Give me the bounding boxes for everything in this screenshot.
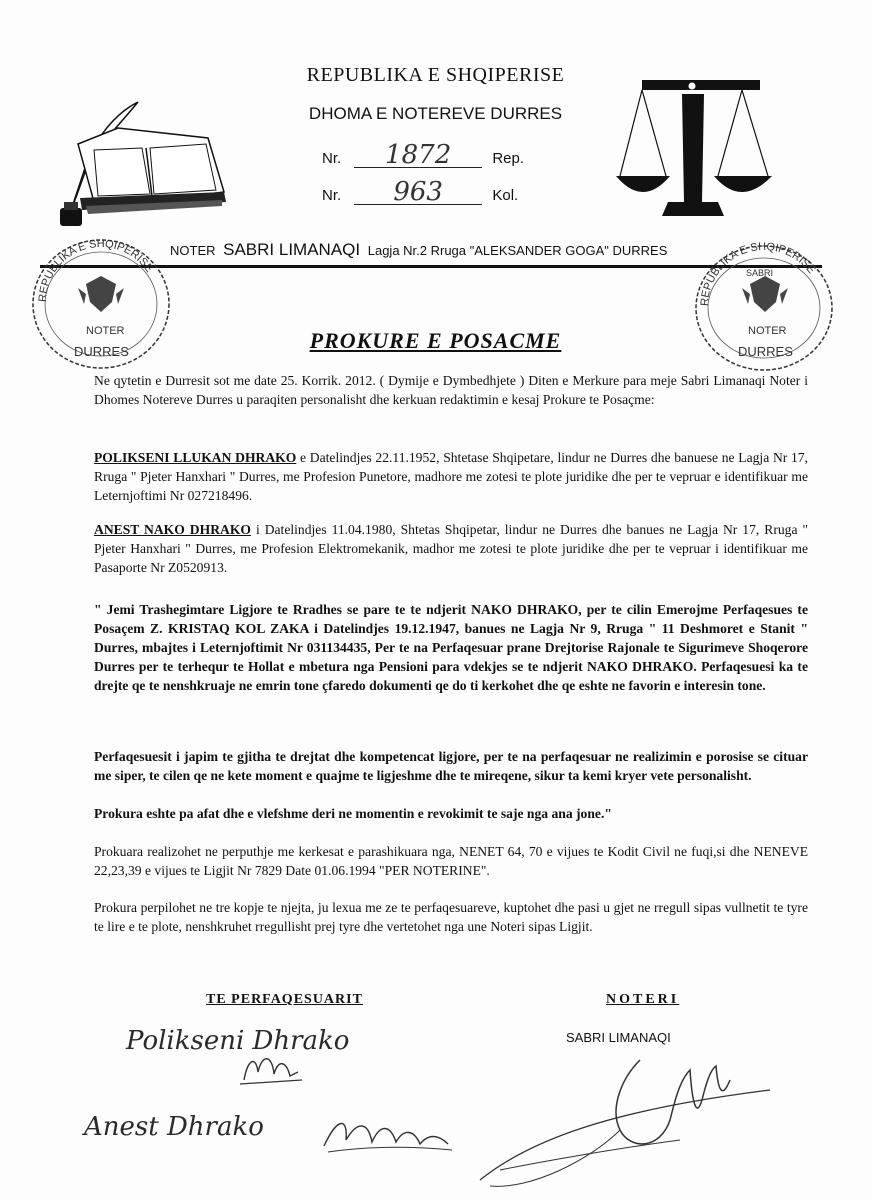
signature-anest: Anest Dhrako — [84, 1112, 264, 1142]
right-stamp-line2: DURRES — [738, 344, 793, 359]
rights-paragraph: Perfaqesuesit i japim te gjitha te drejtat dhe kompetencat ligjore, per te na perfaqesuar ne realizimin e porosise se cituar me siper, te cilen qe ne kete moment e quajme te ligjeshme dhe te mireqene, sikur ta kemi kryer vete personalisht. — [94, 749, 808, 783]
left-stamp-arc-text: REPUBLIKA E SHQIPERISE — [36, 237, 156, 303]
kol-number-label: Nr. — [322, 187, 342, 204]
signature-anest-mark — [318, 1110, 458, 1160]
chamber-heading: DHOMA E NOTEREVE DURRES — [308, 104, 563, 123]
right-notary-stamp — [690, 236, 838, 376]
notary-header-name: SABRI LIMANAQI — [223, 240, 361, 259]
notary-heading: NOTERI — [606, 992, 680, 1007]
intro-paragraph: Ne qytetin e Durresit sot me date 25. Korrik. 2012. ( Dymije e Dymbedhjete ) Diten e Merkure para meje Sabri Limanaqi Noter i Dhomes Notereve Durres u paraqiten personalisht dhe kerkuan redaktimin e kesaj Prokure te Posaçme: — [94, 373, 808, 407]
person1-details: e Datelindjes 22.11.1952, Shtetase Shqipetare, lindur ne Durres dhe banuese ne Lagja Nr 17, Rruga " Pjeter Hanxhari " Durres, me Profesion Punetore, madhore me zotesi te plote juridike dhe per te vepruar e identifikuar me Leternjoftimi Nr 027218496. — [94, 450, 808, 503]
notary-prefix: NOTER — [170, 243, 216, 258]
left-stamp-line2: DURRES — [74, 344, 129, 359]
person1-name: POLIKSENI LLUKAN DHRAKO — [94, 450, 297, 465]
signature-polikseni: Polikseni Dhrako — [126, 1026, 350, 1056]
rep-number-value: 1872 — [354, 143, 482, 168]
legal-basis-paragraph: Prokuara realizohet ne perputhje me kerkesat e parashikuara nga, NENET 64, 70 e vijues te Kodit Civil ne fuqi,si dhe NENEVE 22,23,39 e vijues te Ligjit Nr 7829 Date 01.06.1994 "PER NOTERINE". — [94, 844, 808, 878]
rep-number-label: Nr. — [322, 150, 342, 167]
represented-heading: TE PERFAQESUARIT — [206, 992, 363, 1007]
kol-number-suffix: Kol. — [492, 187, 519, 204]
document-title: PROKURE E POSACME — [309, 328, 562, 353]
notary-signature-mark — [470, 1040, 790, 1190]
left-stamp-line1: NOTER — [86, 325, 125, 337]
kol-number-line — [322, 177, 519, 207]
right-stamp-arc-text: REPUBLIKA E SHQIPERISE — [698, 240, 818, 307]
closing-paragraph: Prokura perpilohet ne tre kopje te njejta, ju lexua me ze te perfaqesuareve, kuptohet dhe pasi u gjet ne rregull sipas vullnetit te tyre te lire e te plote, nenshkruhet rregullisht prej tyre dhe vertetohet nga une Noteri sipas Ligjit. — [94, 900, 808, 934]
republic-heading: REPUBLIKA E SHQIPERISE — [306, 64, 565, 86]
person2-details: i Datelindjes 11.04.1980, Shtetas Shqipetar, lindur ne Durres dhe banues ne Lagja Nr 17, Rruga " Pjeter Hanxhari " Durres, me Profesion Elektromekanik, madhor me zotesi te plote juridike dhe per te vepruar i identifikuar me Pasaporte Nr Z0520913. — [94, 522, 808, 575]
person2-paragraph — [94, 520, 808, 577]
rep-number-suffix: Rep. — [492, 150, 525, 167]
person2-name: ANEST NAKO DHRAKO — [94, 522, 251, 537]
notary-signature-name: SABRI LIMANAQI — [566, 1030, 671, 1045]
declaration-paragraph: " Jemi Trashegimtare Ligjore te Rradhes se pare te te ndjerit NAKO DHRAKO, per te cilin Emerojme Perfaqesues te Posaçem Z. KRISTAQ KOL ZAKA i Datelindjes 19.12.1947, banues ne Lagja Nr 9, Rruga " 11 Deshmoret e Stanit " Durres, mbajtes i Leternjoftimit Nr 031134435, Per te na Perfaqesuar prane Drejtorise Rajonale te Sigurimeve Shoqerore Durres per te terhequr te Hollat e mbetura nga Pensioni para vdekjes se te ndjerit NAKO DHRAKO. Perfaqesuesi ka te drejte qe te nenshkruaje ne emrin tone çfaredo dokumenti qe do ti kerkohet dhe qe eshte ne favorin e interesin tone. — [94, 602, 808, 693]
validity-paragraph: Prokura eshte pa afat dhe e vlefshme deri ne momentin e revokimit te saje nga ana jone." — [94, 806, 612, 821]
scales-of-justice-icon — [612, 70, 776, 220]
signature-initials-mark — [236, 1050, 306, 1090]
notary-header-line — [170, 240, 667, 260]
right-stamp-line1: NOTER — [748, 325, 787, 337]
person1-paragraph — [94, 448, 808, 505]
rep-number-line — [322, 140, 525, 170]
right-stamp-mid: SABRI — [746, 268, 774, 278]
notary-address: Lagja Nr.2 Rruga "ALEKSANDER GOGA" DURRES — [367, 243, 668, 258]
kol-number-value: 963 — [354, 180, 482, 205]
